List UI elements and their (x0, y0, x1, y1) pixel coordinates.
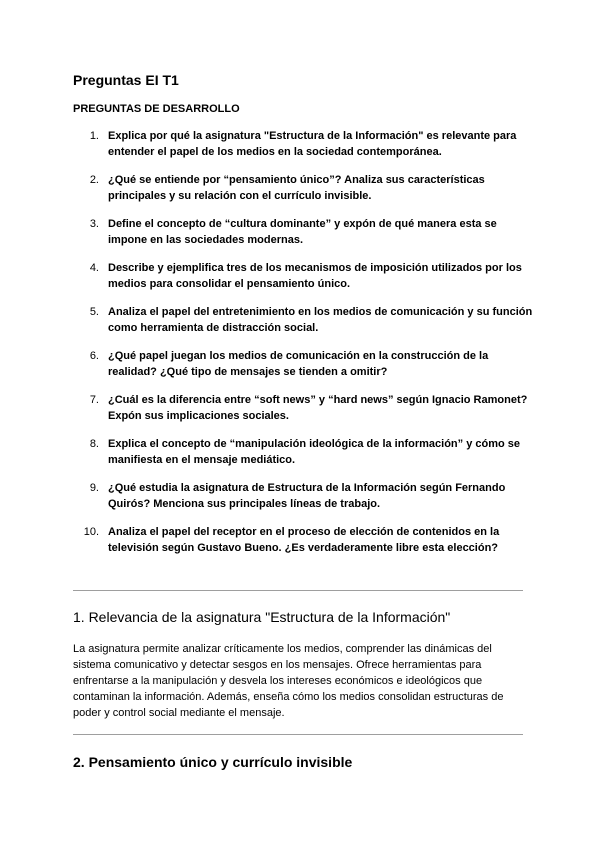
section-divider (73, 590, 523, 591)
list-item (73, 480, 533, 524)
section-heading: 1. Relevancia de la asignatura "Estructura de la Información" (73, 609, 451, 625)
document-title: Preguntas EI T1 (73, 72, 179, 88)
question-number: 3. (89, 218, 99, 230)
list-item (73, 436, 533, 480)
list-item (73, 392, 533, 436)
question-number: 9. (89, 482, 99, 494)
section-label: PREGUNTAS DE DESARROLLO (73, 103, 240, 115)
question-text: Define el concepto de “cultura dominante” y expón de qué manera esta se impone en las sociedades modernas. (108, 218, 497, 246)
section-heading: 2. Pensamiento único y currículo invisible (73, 754, 353, 770)
list-item (73, 304, 533, 348)
question-number: 4. (89, 262, 99, 274)
question-text: Analiza el papel del entretenimiento en los medios de comunicación y su función como herramienta de distracción social. (108, 306, 533, 334)
question-text: ¿Qué estudia la asignatura de Estructura de la Información según Fernando Quirós? Menciona sus principales líneas de trabajo. (108, 482, 506, 510)
list-item (73, 172, 533, 216)
question-number: 1. (89, 130, 99, 142)
question-number: 10. (83, 526, 99, 538)
question-text: Explica el concepto de “manipulación ideológica de la información” y cómo se manifiesta en el mensaje mediático. (108, 438, 520, 466)
question-text: Analiza el papel del receptor en el proceso de elección de contenidos en la televisión según Gustavo Bueno. ¿Es verdaderamente libre esta elección? (108, 526, 500, 554)
question-text: ¿Qué papel juegan los medios de comunicación en la construcción de la realidad? ¿Qué tipo de mensajes se tienden a omitir? (108, 350, 489, 378)
question-number: 7. (89, 394, 99, 406)
question-text: ¿Qué se entiende por “pensamiento único”? Analiza sus características principales y su relación con el currículo invisible. (108, 174, 485, 202)
list-item (73, 348, 533, 392)
list-item (73, 524, 533, 568)
question-number: 2. (89, 174, 99, 186)
section-paragraph: La asignatura permite analizar críticamente los medios, comprender las dinámicas del sistema comunicativo y detectar sesgos en los mensajes. Ofrece herramientas para enfrentarse a la manipulación y desvela los intereses económicos e ideológicos que contaminan la información. Además, enseña cómo los medios consolidan estructuras de poder y control social mediante el mensaje. (73, 643, 504, 719)
list-item (73, 216, 533, 260)
question-text: Explica por qué la asignatura "Estructura de la Información" es relevante para entender el papel de los medios en la sociedad contemporánea. (108, 130, 517, 158)
question-number: 8. (89, 438, 99, 450)
question-list (73, 128, 533, 568)
question-number: 5. (89, 306, 99, 318)
question-text: Describe y ejemplifica tres de los mecanismos de imposición utilizados por los medios para consolidar el pensamiento único. (108, 262, 522, 290)
question-number: 6. (89, 350, 99, 362)
list-item (73, 260, 533, 304)
question-text: ¿Cuál es la diferencia entre “soft news” y “hard news” según Ignacio Ramonet? Expón sus implicaciones sociales. (108, 394, 528, 422)
list-item (73, 128, 533, 172)
section-divider (73, 734, 523, 735)
